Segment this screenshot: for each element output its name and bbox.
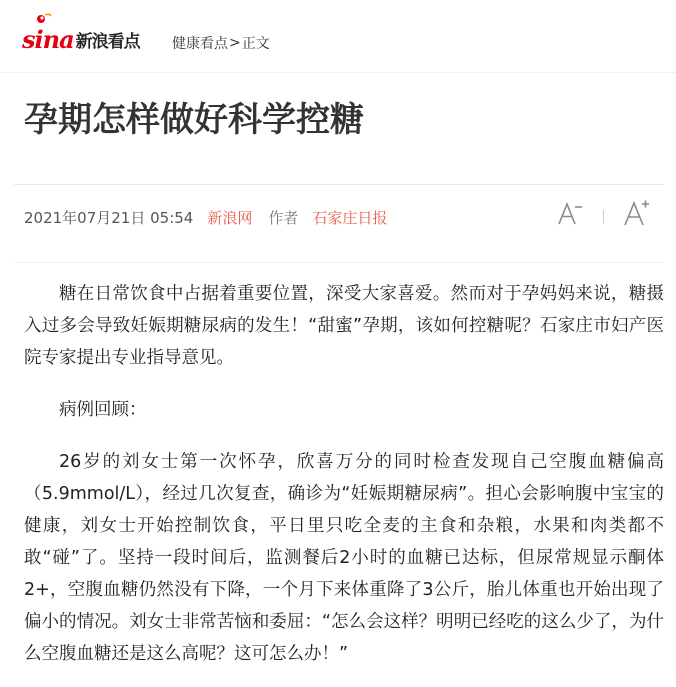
article-paragraph-heading: 病例回顾： <box>59 400 147 420</box>
article-paragraph-intro: 糖在日常饮食中占据着重要位置，深受大家喜爱。然而对于孕妈妈来说，糖摄入过多会导致妊娠期糖尿病的发生！“甜蜜”孕期，该如何控糖呢？石家庄市妇产医院专家提出专业指导意见。 <box>24 284 664 368</box>
source-link[interactable]: 新浪网 <box>207 208 253 227</box>
breadcrumb-separator: > <box>229 35 241 51</box>
author-link[interactable]: 石家庄日报 <box>312 208 388 227</box>
title-divider <box>14 184 664 185</box>
font-size-decrease-icon <box>555 198 585 230</box>
article-body <box>24 278 664 687</box>
font-increase-button[interactable] <box>622 198 652 230</box>
logo-cn-text: 新浪看点 <box>75 32 140 52</box>
font-decrease-button[interactable] <box>555 198 585 230</box>
logo-sina-text: sina <box>22 25 74 54</box>
font-control-separator <box>603 210 604 224</box>
sina-logo[interactable] <box>22 22 140 52</box>
meta-divider <box>14 262 664 263</box>
publish-date: 2021年07月21日 05:54 <box>24 208 194 227</box>
top-bar <box>0 0 676 73</box>
font-size-increase-icon <box>622 198 652 230</box>
breadcrumb <box>172 33 270 53</box>
sina-eye-icon <box>34 12 52 24</box>
breadcrumb-section-link[interactable]: 健康看点 <box>172 36 228 52</box>
author-label: 作者 <box>268 208 299 227</box>
article-meta <box>24 205 387 229</box>
page-title: 孕期怎样做好科学控糖 <box>24 100 364 140</box>
breadcrumb-current: 正文 <box>241 36 270 52</box>
article-paragraph-case: 26岁的刘女士第一次怀孕，欣喜万分的同时检查发现自己空腹血糖偏高（5.9mmol/L），经过几次复查，确诊为“妊娠期糖尿病”。担心会影响腹中宝宝的健康，刘女士开始控制饮食，平日里只吃全麦的主食和杂粮，水果和肉类都不敢“碰”了。坚持一段时间后，监测餐后2小时的血糖已达标，但尿常规显示酮体2+，空腹血糖仍然没有下降，一个月下来体重降了3公斤，胎儿体重也开始出现了偏小的情况。刘女士非常苦恼和委屈：“怎么会这样？明明已经吃的这么少了，为什么空腹血糖还是这么高呢？这可怎么办！” <box>24 452 664 664</box>
